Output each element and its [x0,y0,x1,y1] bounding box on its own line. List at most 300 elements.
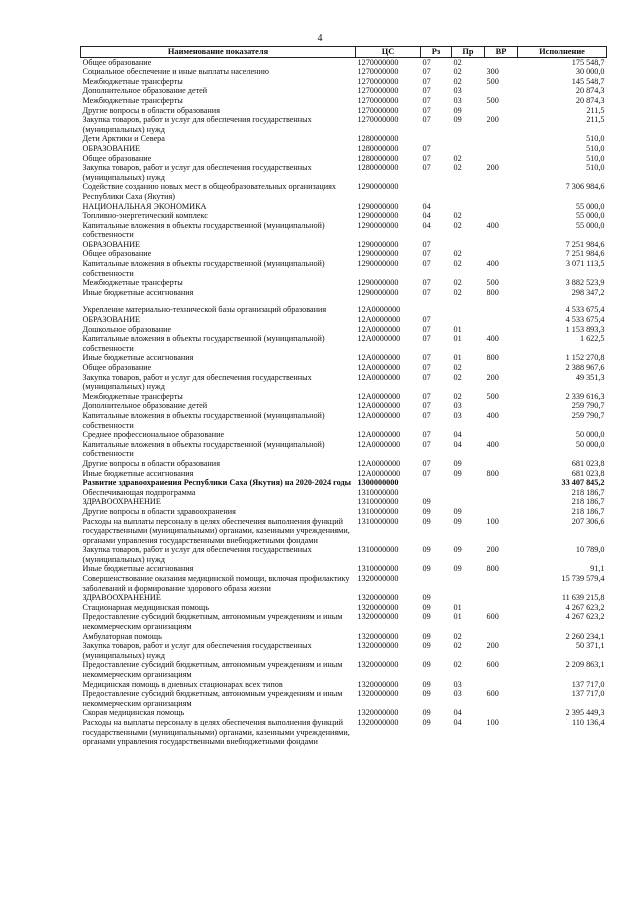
cell-cs: 1320000000 [357,689,399,699]
cell-vr: 500 [486,278,499,288]
cell-vr: 300 [486,67,499,77]
cell-pr: 02 [453,249,462,259]
cell-amount: 681 023,8 [571,468,605,478]
table-row [81,507,607,517]
cell-name: Дети Арктики и Севера [82,134,165,144]
cell-cs: 1320000000 [357,574,399,584]
cell-rz: 07 [422,363,431,372]
cell-rz: 09 [422,612,431,622]
cell-pr: 03 [453,679,462,689]
cell-amount: 15 739 579,4 [561,574,605,584]
cell-cs: 1270000000 [357,76,399,86]
cell-name: ОБРАЗОВАНИЕ [82,239,141,249]
table-row [81,334,607,353]
table-row [81,401,607,411]
table-row [81,641,607,660]
cell-amount: 55 000,0 [575,220,605,230]
cell-name: Амбулаторная помощь [82,631,162,641]
cell-name: Другие вопросы в области здравоохранения [82,506,236,516]
cell-pr: 03 [453,401,462,411]
cell-vr: 500 [486,95,499,105]
budget-table [80,46,607,747]
cell-vr: 400 [486,410,499,420]
cell-vr: 200 [486,372,499,382]
cell-pr [452,315,485,325]
cell-amount: 259 790,7 [571,410,605,420]
cell-name: Развитие здравоохранения Республики Саха (Якутия) на 2020-2024 годы [82,478,352,488]
table-row [81,134,607,144]
cell-cs: 1290000000 [357,278,399,288]
cell-vr: 800 [486,564,499,574]
cell-cs: 1320000000 [357,708,399,718]
cell-rz: 07 [422,239,431,249]
cell-cs: 12А0000000 [357,315,401,325]
cell-rz: 04 [422,220,431,230]
cell-name: Иные бюджетные ассигнования [82,468,194,478]
cell-vr [485,574,518,593]
cell-rz: 07 [422,143,431,153]
cell-rz: 07 [422,353,431,363]
cell-name: Закупка товаров, работ и услуг для обеспечения государственных (муниципальных) нужд [82,641,312,660]
cell-name: Другие вопросы в области образования [82,458,220,468]
cell-cs: 1320000000 [357,641,399,651]
cell-pr: 01 [453,602,462,612]
cell-name: Скорая медицинская помощь [82,708,185,718]
cell-pr [452,305,485,315]
cell-cs: 1310000000 [357,487,399,497]
cell-vr: 800 [486,353,499,363]
cell-vr [485,478,518,488]
cell-rz: 07 [422,468,431,478]
cell-rz: 07 [422,439,431,449]
cell-name: Межбюджетные трансферты [82,76,183,86]
cell-amount: 1 622,5 [579,334,605,344]
cell-pr: 02 [453,641,462,651]
table-row [81,96,607,106]
cell-rz: 07 [422,259,431,269]
cell-pr: 09 [453,458,462,468]
table-row [81,315,607,325]
cell-rz: 07 [422,115,431,125]
table-header-row [81,47,607,58]
cell-cs: 1290000000 [357,220,399,230]
cell-name: Предоставление субсидий бюджетным, автономным учреждениям и иным некоммерческим организациям [82,612,343,632]
cell-cs: 1270000000 [357,95,399,105]
cell-amount: 211,5 [586,105,605,115]
table-row [81,545,607,564]
cell-vr [485,507,518,517]
cell-cs: 1290000000 [357,239,399,249]
cell-cs: 1320000000 [357,660,399,670]
table-row [81,392,607,402]
cell-cs: 1290000000 [357,287,399,297]
cell-vr [485,593,518,603]
cell-pr [452,144,485,154]
cell-vr [485,202,518,212]
cell-cs: 1310000000 [357,545,399,555]
cell-name: Межбюджетные трансферты [82,278,183,288]
table-row [81,163,607,182]
cell-pr: 04 [453,439,462,449]
table-row [81,411,607,430]
cell-pr: 09 [453,506,462,516]
table-row [81,57,607,67]
cell-amount: 207 306,6 [571,516,605,526]
cell-name: Расходы на выплаты персоналу в целях обеспечения выполнения функций государственными (муниципальными) органами, казенными учреждениями, органами управления государственными внебюджетными фондами [82,717,350,747]
cell-pr [452,497,485,507]
cell-pr: 01 [453,353,462,363]
cell-name: Дополнительное образование детей [82,401,208,411]
table-row [81,221,607,240]
cell-cs: 12А0000000 [357,363,401,372]
cell-pr: 09 [453,468,462,478]
cell-vr [485,708,518,718]
cell-vr: 200 [486,641,499,651]
table-row [81,718,607,747]
table-row [81,574,607,593]
cell-vr: 600 [486,689,499,699]
table-row [81,680,607,690]
cell-amount: 510,0 [586,143,605,153]
cell-cs: 12А0000000 [357,458,401,468]
cell-rz: 07 [422,153,431,163]
cell-rz: 07 [422,76,431,86]
cell-cs: 1280000000 [357,153,399,163]
cell-name: Капитальные вложения в объекты государственной (муниципальной) собственности [82,410,325,430]
cell-name: Иные бюджетные ассигнования [82,353,194,363]
cell-rz: 07 [422,401,431,411]
cell-cs: 1310000000 [357,497,399,507]
cell-rz [421,478,452,488]
table-row [81,440,607,459]
cell-rz: 09 [422,497,431,507]
cell-amount: 298 347,2 [571,287,605,297]
table-row [81,478,607,488]
cell-name: Общее образование [82,363,152,372]
cell-amount: 510,0 [586,163,605,173]
cell-amount: 218 186,7 [571,487,605,497]
table-row [81,363,607,373]
cell-amount: 55 000,0 [575,211,605,221]
cell-rz: 07 [422,410,431,420]
cell-amount: 1 152 270,8 [565,353,605,363]
cell-amount: 259 790,7 [571,401,605,411]
table-row [81,305,607,315]
cell-name: Общее образование [82,57,152,67]
cell-amount: 2 260 234,1 [565,631,605,641]
cell-cs: 1320000000 [357,717,399,727]
cell-pr: 09 [453,516,462,526]
cell-vr: 100 [486,717,499,727]
cell-name: Совершенствование оказания медицинской помощи, включая профилактику заболеваний и формирование здорового образа жизни [82,574,350,593]
cell-vr: 800 [486,468,499,478]
cell-name: Закупка товаров, работ и услуг для обеспечения государственных (муниципальных) нужд [82,372,312,392]
table-row [81,632,607,642]
cell-rz: 07 [422,430,431,440]
cell-cs: 12А0000000 [357,305,401,315]
cell-vr: 100 [486,516,499,526]
table-row [81,182,607,201]
cell-cs: 12А0000000 [357,430,401,440]
cell-pr: 09 [453,545,462,555]
table-row [81,325,607,335]
cell-amount: 50 000,0 [575,430,605,440]
cell-amount: 3 071 113,5 [565,259,605,269]
cell-pr [452,488,485,498]
cell-rz: 07 [422,163,431,173]
cell-name: Укрепление материально-технической базы организаций образования [82,305,327,315]
cell-name: Закупка товаров, работ и услуг для обеспечения государственных (муниципальных) нужд [82,115,312,134]
cell-vr [485,57,518,67]
table-row [81,211,607,221]
cell-name: Закупка товаров, работ и услуг для обеспечения государственных (муниципальных) нужд [82,163,312,182]
cell-cs: 1270000000 [357,86,399,96]
cell-amount: 33 407 845,2 [561,478,605,488]
cell-name: ЗДРАВООХРАНЕНИЕ [82,593,161,603]
cell-amount: 20 874,3 [575,86,605,96]
cell-cs: 12А0000000 [357,372,401,382]
cell-vr [485,315,518,325]
cell-name: ОБРАЗОВАНИЕ [82,315,141,325]
cell-pr: 02 [453,67,462,77]
cell-amount: 91,1 [590,564,605,574]
cell-vr: 400 [486,334,499,344]
cell-cs: 1270000000 [357,115,399,125]
cell-rz: 09 [422,708,431,718]
cell-name: Капитальные вложения в объекты государственной (муниципальной) собственности [82,220,325,240]
cell-rz [421,182,452,201]
cell-cs: 1320000000 [357,679,399,689]
cell-name: ЗДРАВООХРАНЕНИЕ [82,497,161,507]
cell-cs: 12А0000000 [357,334,401,344]
cell-rz: 07 [422,324,431,334]
cell-cs: 1320000000 [357,593,399,603]
cell-name: Дополнительное образование детей [82,86,208,96]
cell-vr: 200 [486,115,499,125]
cell-rz: 07 [422,278,431,288]
table-row [81,240,607,250]
cell-pr [452,593,485,603]
cell-rz: 07 [422,86,431,96]
cell-name: Расходы на выплаты персоналу в целях обеспечения выполнения функций государственными (муниципальными) органами, казенными учреждениями, органами управления государственными внебюджетными фондами [82,516,350,545]
table-row [81,373,607,392]
cell-amount: 137 717,0 [571,689,605,699]
cell-cs: 1280000000 [357,134,399,144]
cell-cs: 12А0000000 [357,324,401,334]
table-row [81,288,607,298]
cell-rz: 09 [422,506,431,516]
table-row [81,154,607,164]
cell-amount: 2 209 863,1 [565,660,605,670]
cell-amount: 2 339 616,3 [565,391,605,401]
cell-amount: 211,5 [586,115,605,125]
cell-amount: 4 267 623,2 [565,612,605,622]
cell-rz: 09 [422,641,431,651]
cell-pr: 02 [453,278,462,288]
cell-vr: 400 [486,220,499,230]
cell-amount: 110 136,4 [572,717,605,727]
cell-pr: 03 [453,410,462,420]
spacer-row [81,297,607,305]
cell-rz: 09 [422,545,431,555]
cell-rz [421,134,452,144]
cell-vr [485,632,518,642]
cell-vr [485,134,518,144]
cell-pr: 02 [453,391,462,401]
cell-amount: 49 351,3 [575,372,605,382]
table-row [81,249,607,259]
table-row [81,660,607,679]
cell-rz: 09 [422,631,431,641]
page-number: 4 [317,33,323,44]
table-row [81,689,607,708]
cell-rz [421,305,452,315]
cell-amount: 30 000,0 [575,67,605,77]
cell-cs: 1310000000 [357,506,399,516]
cell-name: Закупка товаров, работ и услуг для обеспечения государственных (муниципальных) нужд [82,545,312,564]
table-row [81,497,607,507]
cell-pr: 02 [453,660,462,670]
cell-pr: 01 [453,324,462,334]
cell-pr: 02 [453,76,462,86]
cell-pr: 02 [453,372,462,382]
cell-amount: 2 388 967,6 [565,363,605,372]
cell-rz: 07 [422,458,431,468]
cell-pr: 02 [453,363,462,372]
cell-pr: 03 [453,689,462,699]
table-body [81,57,607,747]
header-rz: Рз [421,47,452,58]
cell-vr [485,488,518,498]
table-row [81,67,607,77]
cell-vr [485,401,518,411]
cell-vr: 800 [486,287,499,297]
cell-vr: 400 [486,439,499,449]
cell-cs: 1270000000 [357,105,399,115]
cell-amount: 11 639 215,8 [561,593,605,603]
cell-name: Капитальные вложения в объекты государственной (муниципальной) собственности [82,439,325,459]
cell-amount: 3 882 523,9 [565,278,605,288]
cell-rz [421,488,452,498]
cell-rz: 09 [422,689,431,699]
cell-amount: 145 548,7 [571,76,605,86]
cell-name: Другие вопросы в области образования [82,105,220,115]
cell-pr: 04 [453,430,462,440]
cell-vr [485,430,518,440]
cell-name: Межбюджетные трансферты [82,95,183,105]
header-pr: Пр [452,47,485,58]
cell-pr: 02 [453,220,462,230]
cell-vr: 600 [486,612,499,622]
cell-cs: 1270000000 [357,67,399,77]
cell-rz: 07 [422,334,431,344]
table-row [81,278,607,288]
cell-rz: 09 [422,602,431,612]
cell-vr [485,459,518,469]
table-row [81,77,607,87]
cell-pr [452,478,485,488]
cell-pr: 03 [453,86,462,96]
cell-vr: 600 [486,660,499,670]
cell-amount: 7 251 984,6 [565,249,605,259]
cell-rz: 07 [422,391,431,401]
cell-pr: 09 [453,564,462,574]
cell-rz: 09 [422,717,431,727]
cell-vr [485,305,518,315]
cell-pr: 04 [453,717,462,727]
table-row [81,353,607,363]
cell-rz: 09 [422,564,431,574]
cell-pr: 02 [453,287,462,297]
cell-rz: 07 [422,372,431,382]
header-amount: Исполнение [518,47,607,58]
cell-name: Межбюджетные трансферты [82,391,183,401]
table-row [81,86,607,96]
cell-vr [485,154,518,164]
cell-rz: 04 [422,211,431,221]
cell-pr [452,182,485,201]
table-row [81,603,607,613]
cell-rz: 07 [422,287,431,297]
cell-name: Иные бюджетные ассигнования [82,564,194,574]
cell-cs: 1290000000 [357,249,399,259]
table-row [81,259,607,278]
cell-vr [485,86,518,96]
cell-pr [452,574,485,593]
table-row [81,488,607,498]
cell-amount: 1 153 893,3 [565,324,605,334]
cell-vr [485,182,518,201]
cell-vr [485,106,518,116]
cell-cs: 12А0000000 [357,410,401,420]
cell-vr [485,363,518,373]
header-cs: ЦС [356,47,421,58]
cell-name: Содействие созданию новых мест в общеобразовательных организациях Республики Саха (Якутия) [82,182,336,201]
table-row [81,106,607,116]
cell-name: Социальное обеспечение и иные выплаты населению [82,67,269,77]
cell-amount: 681 023,8 [571,458,605,468]
table-row [81,469,607,479]
cell-rz: 07 [422,315,431,325]
cell-vr [485,497,518,507]
cell-vr [485,211,518,221]
header-vr: ВР [485,47,518,58]
cell-cs: 12А0000000 [357,391,401,401]
cell-cs: 1290000000 [357,182,399,192]
cell-cs: 12А0000000 [357,401,401,411]
cell-rz: 07 [422,95,431,105]
cell-name: Иные бюджетные ассигнования [82,287,194,297]
cell-cs: 1290000000 [357,201,399,211]
cell-rz: 09 [422,593,431,603]
cell-name: Общее образование [82,249,152,259]
cell-amount: 7 251 984,6 [565,239,605,249]
cell-name: Общее образование [82,153,152,163]
cell-pr: 02 [453,259,462,269]
cell-amount: 4 267 623,2 [565,602,605,612]
cell-amount: 218 186,7 [571,497,605,507]
cell-name: Предоставление субсидий бюджетным, автономным учреждениям и иным некоммерческим организациям [82,660,343,679]
cell-pr [452,202,485,212]
cell-pr: 09 [453,105,462,115]
cell-cs: 1320000000 [357,612,399,622]
cell-name: ОБРАЗОВАНИЕ [82,143,141,153]
cell-amount: 50 000,0 [575,439,605,449]
cell-rz: 07 [422,67,431,77]
cell-vr: 200 [486,545,499,555]
cell-vr [485,144,518,154]
cell-vr [485,249,518,259]
